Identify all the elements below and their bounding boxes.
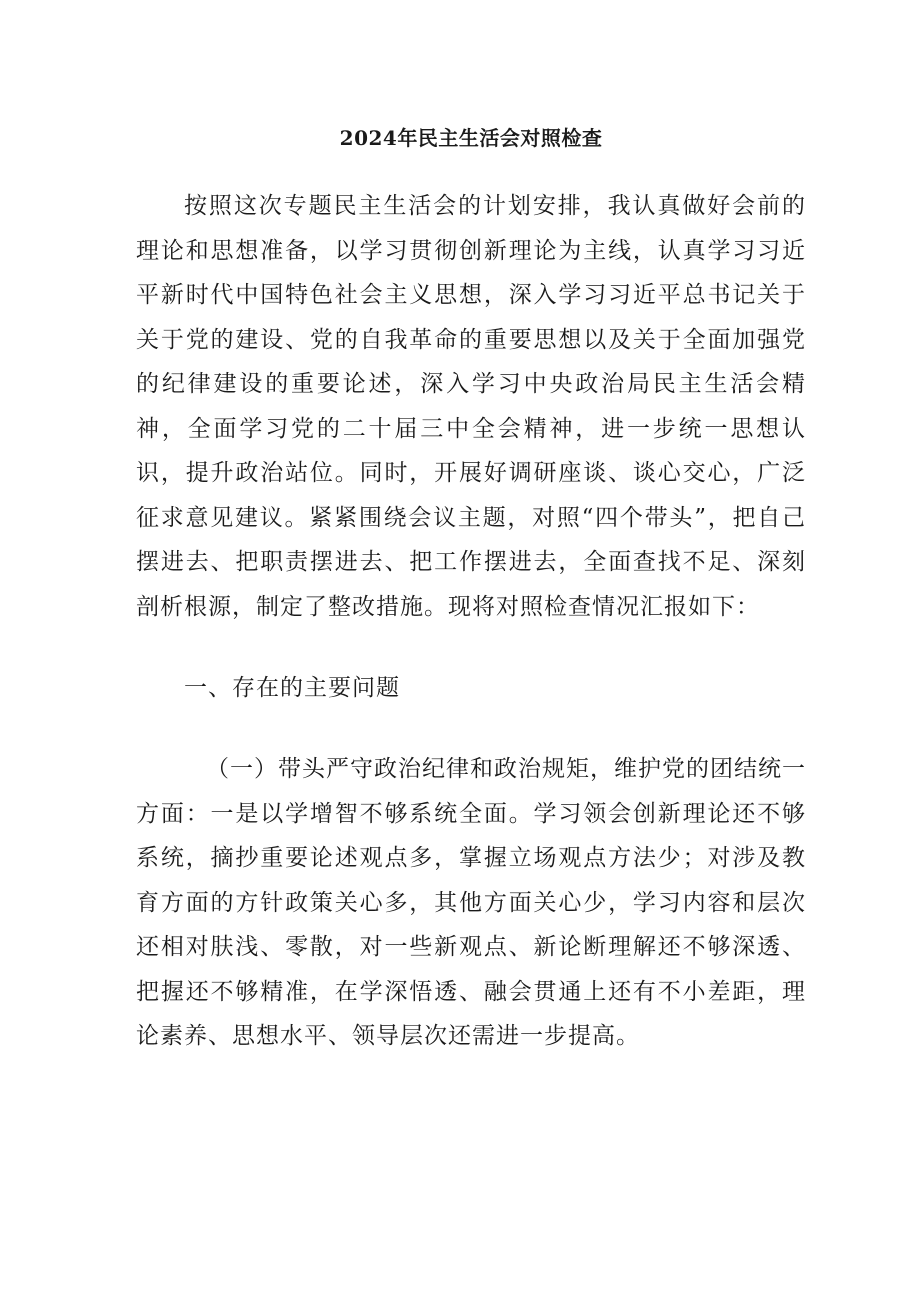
document-title: 2024年民主生活会对照检查: [339, 126, 603, 150]
intro-paragraph: 按照这次专题民主生活会的计划安排，我认真做好会前的理论和思想准备，以学习贯彻创新理论为主线，认真学习习近平新时代中国特色社会主义思想，深入学习习近平总书记关于关于党的建设、党的自我革命的重要思想以及关于全面加强党的纪律建设的重要论述，深入学习中央政治局民主生活会精神，全面学习党的二十届三中全会精神，进一步统一思想认识，提升政治站位。同时，开展好调研座谈、谈心交心，广泛征求意见建议。紧紧围绕会议主题，对照“四个带头”，把自己摆进去、把职责摆进去、把工作摆进去，全面查找不足、深刻剖析根源，制定了整改措施。现将对照检查情况汇报如下：: [136, 193, 806, 620]
section-1-paragraph-political-discipline: （一）带头严守政治纪律和政治规矩，维护党的团结统一方面：一是以学增智不够系统全面。学习领会创新理论还不够系统，摘抄重要论述观点多，掌握立场观点方法少；对涉及教育方面的方针政策关心多，其他方面关心少，学习内容和层次还相对肤浅、零散，对一些新观点、新论断理解还不够深透、把握还不够精准，在学深悟透、融会贯通上还有不小差距，理论素养、思想水平、领导层次还需进一步提高。: [136, 756, 806, 1049]
section-heading-problems: 一、存在的主要问题: [184, 675, 400, 701]
document-body: [136, 122, 806, 1059]
